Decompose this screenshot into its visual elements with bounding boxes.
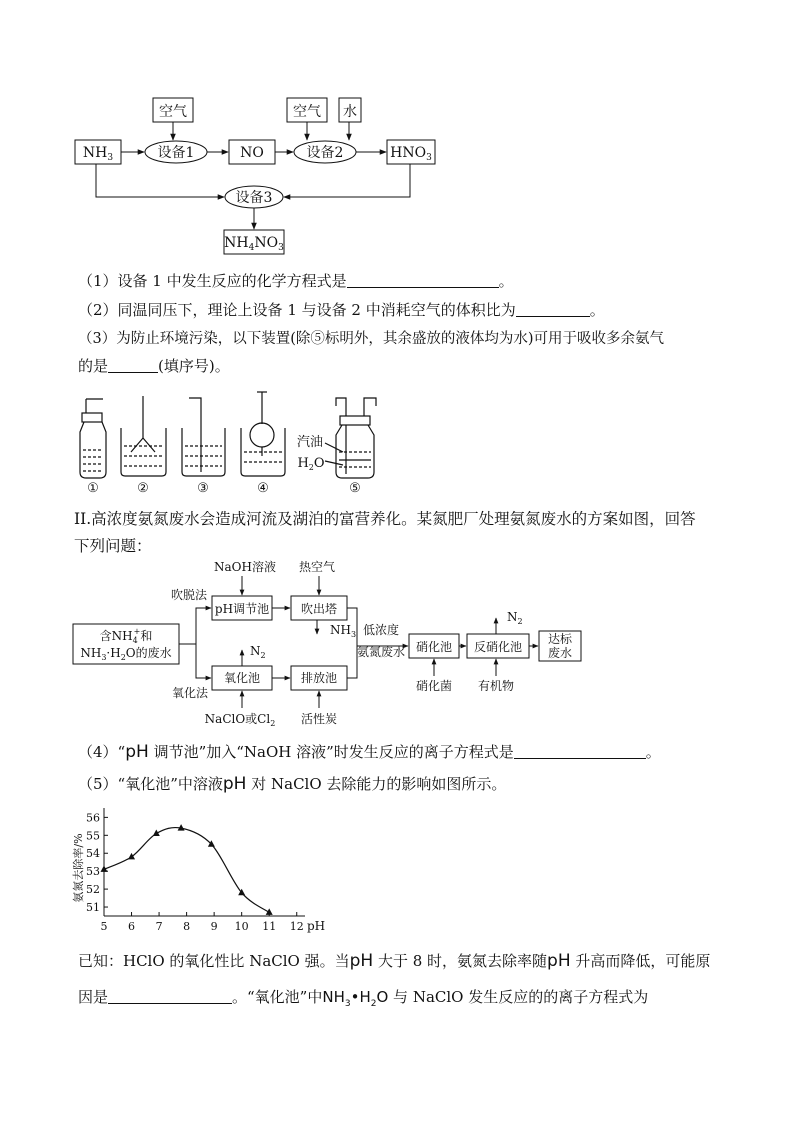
device-1: 设备1 xyxy=(157,145,195,161)
wastewater-treatment-flow xyxy=(0,556,800,732)
apparatus-label-2: ② xyxy=(137,481,149,496)
apparatus-5 xyxy=(325,398,376,478)
y-tick-label: 52 xyxy=(86,883,100,897)
question-1: （1）设备 1 中发生反应的化学方程式是 。 xyxy=(78,272,514,290)
low-concentration-label-1: 低浓度 xyxy=(362,623,400,637)
apparatus-label-5: ⑤ xyxy=(349,481,361,496)
question-3-line1: （3）为防止环境污染，以下装置(除⑤标明外，其余盛放的液体均为水)可用于吸收多余氨气 xyxy=(78,331,665,347)
oxidation-pool: 氧化池 xyxy=(223,671,261,685)
y-tick-label: 56 xyxy=(86,811,100,825)
organic-matter-label: 有机物 xyxy=(477,679,515,693)
hot-air-label: 热空气 xyxy=(298,560,336,574)
naclo-cl2-label: NaClO或$Cl_2$ xyxy=(204,712,276,728)
air-label-1: 空气 xyxy=(159,104,187,120)
water-layer-label: $H_2O$ xyxy=(297,456,325,472)
apparatus-label-4: ④ xyxy=(257,481,269,496)
apparatus-2 xyxy=(121,396,166,476)
activated-carbon-label: 活性炭 xyxy=(300,712,338,726)
part-2-intro-line1: II.高浓度氨氮废水会造成河流及湖泊的富营养化。某氮肥厂处理氨氮废水的方案如图，回答 xyxy=(74,510,696,528)
question-3-line2: 的是 (填序号)。 xyxy=(78,357,230,375)
answer-blank-1[interactable] xyxy=(347,273,499,288)
question-5: （5）“氧化池”中溶液pH 对 NaClO 去除能力的影响如图所示。 xyxy=(78,774,507,794)
source-wastewater-line2: $NH_3\cdot H_2O$的废水 xyxy=(80,646,172,662)
y-axis-label: 氨氮去除率/% xyxy=(72,833,85,903)
source-wastewater-line1: 含$NH_4+$和 xyxy=(99,627,153,645)
apparatus-label-3: ③ xyxy=(197,481,209,496)
known-statement-line2: 因是 。“氧化池”中$NH_3•H_2O$ 与 NaClO 发生反应的的离子方程式为 xyxy=(78,988,649,1009)
answer-blank-2[interactable] xyxy=(516,302,590,317)
discharge-pool: 排放池 xyxy=(300,671,338,685)
low-concentration-label-2: 氨氮废水 xyxy=(356,645,406,659)
nitrifying-bacteria-label: 硝化菌 xyxy=(415,679,453,693)
oxidation-method-label: 氧化法 xyxy=(171,686,209,700)
apparatus-label-1: ① xyxy=(87,481,99,496)
known-statement-line1: 已知：HClO 的氧化性比 NaClO 强。当pH 大于 8 时，氨氮去除率随pH 升高而降低，可能原 xyxy=(78,951,711,971)
standard-water-label-1: 达标 xyxy=(547,632,573,646)
standard-water-label-2: 废水 xyxy=(547,646,573,660)
question-2: （2）同温同压下，理论上设备 1 与设备 2 中消耗空气的体积比为 。 xyxy=(78,301,605,319)
naoh-solution-label: NaOH溶液 xyxy=(214,560,276,574)
x-axis-label: pH xyxy=(307,919,326,933)
answer-blank-5[interactable] xyxy=(108,989,232,1004)
n2-output-oxidation: $N_2$ xyxy=(250,644,266,660)
ph-removal-rate-chart xyxy=(0,800,340,938)
device-3: 设备3 xyxy=(235,190,273,206)
x-tick-label: 12 xyxy=(289,920,304,933)
x-tick-label: 6 xyxy=(128,920,136,933)
x-tick-label: 7 xyxy=(155,920,163,933)
data-point-marker xyxy=(128,853,135,860)
apparatus-1 xyxy=(80,399,106,478)
nitrification-pool: 硝化池 xyxy=(415,640,453,654)
stripping-tower: 吹出塔 xyxy=(300,602,338,616)
denitrification-pool: 反硝化池 xyxy=(473,640,523,654)
air-label-2: 空气 xyxy=(293,104,321,120)
apparatus-4 xyxy=(241,392,285,476)
device-2: 设备2 xyxy=(306,145,344,161)
absorption-apparatus xyxy=(0,386,800,498)
x-tick-label: 8 xyxy=(183,920,191,933)
nh4no3-box: $NH_4NO_3$ xyxy=(224,235,284,253)
stripping-method-label: 吹脱法 xyxy=(170,588,208,602)
nh3-box: $NH_3$ xyxy=(82,145,114,163)
hno3-box: $HNO_3$ xyxy=(390,145,432,163)
x-tick-label: 5 xyxy=(100,920,108,933)
y-tick-label: 53 xyxy=(86,865,100,879)
answer-blank-4[interactable] xyxy=(514,744,646,759)
y-tick-label: 51 xyxy=(86,901,100,915)
part-2-intro-line2: 下列问题： xyxy=(74,537,152,555)
y-tick-label: 54 xyxy=(86,847,100,861)
x-tick-label: 11 xyxy=(262,920,277,933)
water-label: 水 xyxy=(343,104,357,120)
removal-rate-curve xyxy=(104,828,269,913)
n2-output-denitrify: $N_2$ xyxy=(507,610,523,626)
data-point-marker xyxy=(266,908,273,915)
production-flow-diagram xyxy=(0,0,800,270)
nh3-output-label: $NH_3$ xyxy=(330,623,357,639)
nh3-h2o-formula: $NH_3•H_2O$ xyxy=(322,988,389,1009)
no-box: NO xyxy=(240,145,264,161)
x-tick-label: 10 xyxy=(234,920,249,933)
apparatus-3 xyxy=(182,398,225,476)
gasoline-label: 汽油 xyxy=(296,435,324,450)
question-4: （4）“pH 调节池”加入“NaOH 溶液”时发生反应的离子方程式是 。 xyxy=(78,742,661,762)
answer-blank-3[interactable] xyxy=(108,358,158,373)
x-tick-label: 9 xyxy=(210,920,218,933)
y-tick-label: 55 xyxy=(86,829,100,843)
ph-adjust-pool: pH调节池 xyxy=(214,602,270,616)
